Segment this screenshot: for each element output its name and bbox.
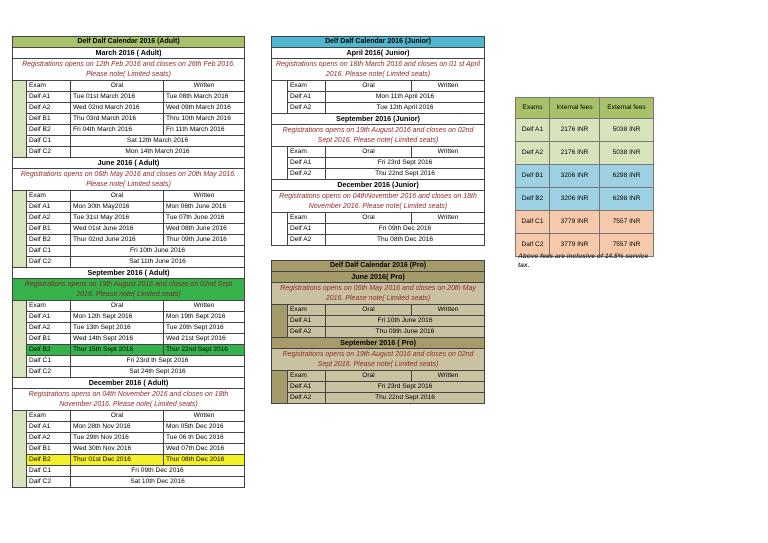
fees-table: [515, 97, 654, 257]
table-cell: Sat 12th March 2016: [71, 136, 245, 147]
table-cell: Written: [164, 81, 245, 92]
table-row: [272, 103, 485, 114]
row-gutter: [13, 81, 27, 158]
table-cell: Internal fees: [550, 98, 600, 119]
table-cell: 3206 INR: [550, 188, 600, 211]
junior-april-heading: April 2016( Junior): [272, 48, 485, 59]
table-row: [13, 312, 245, 323]
table-cell: Delf A2: [27, 213, 71, 224]
table-header-row: [13, 301, 245, 312]
table-row: [13, 477, 245, 488]
row-gutter: [272, 81, 288, 114]
table-cell: Delf A1: [288, 224, 326, 235]
table-cell: Written: [412, 213, 485, 224]
table-cell: 3779 INR: [550, 211, 600, 234]
table-cell: Fri 23rd th Sept 2016: [71, 356, 245, 367]
table-cell: Delf A2: [288, 327, 326, 338]
table-cell: Delf A2: [27, 433, 71, 444]
table-cell: Mon 05th Dec 2016: [164, 422, 245, 433]
table-cell: Exam: [288, 147, 326, 158]
junior-april-note: Registrations opens on 18th March 2016 and closes on 01 st April 2016. Please note( Limited seats): [272, 59, 485, 81]
table-row: [13, 114, 245, 125]
table-row: [272, 382, 485, 393]
junior-september-note: Registrations opens on 19th August 2016 and closes on 02nd Sept 2016. Please note( Limited seats): [272, 125, 485, 147]
table-row: [13, 235, 245, 246]
fees-header-row: [516, 98, 654, 119]
table-cell: Dalf C2: [516, 234, 550, 257]
table-header-row: [272, 213, 485, 224]
table-cell: 6298 INR: [600, 188, 654, 211]
table-cell: 7557 INR: [600, 234, 654, 257]
table-cell: 5038 INR: [600, 119, 654, 142]
pro-september-heading: September 2016 ( Pro): [272, 338, 485, 349]
table-cell: Written: [412, 371, 485, 382]
table-row: [13, 246, 245, 257]
table-row: [272, 235, 485, 246]
table-row: [13, 213, 245, 224]
table-cell: Delf B2: [27, 125, 71, 136]
table-cell: Tue 13th Sept 2016: [71, 323, 164, 334]
table-cell: Fri 04th March 2016: [71, 125, 164, 136]
adult-calendar-table: [12, 36, 245, 488]
table-cell: Mon 11th April 2016: [326, 92, 485, 103]
table-cell: Exam: [288, 371, 326, 382]
row-gutter: [272, 147, 288, 180]
table-cell: Thu 22nd Sept 2016: [326, 393, 485, 404]
table-cell: External fees: [600, 98, 654, 119]
table-cell: Exams: [516, 98, 550, 119]
table-cell: Delf B1: [27, 444, 71, 455]
table-row: [516, 188, 654, 211]
table-row: [13, 422, 245, 433]
table-row: [13, 367, 245, 378]
junior-december-note: Registrations opens on 04thNovember 2016 and closes on 18th November 2016. Please note( Limited seats): [272, 191, 485, 213]
table-cell: Mon 28th Nov 2016: [71, 422, 164, 433]
table-cell: Wed 21st Sept 2016: [164, 334, 245, 345]
table-cell: Delf B2: [516, 188, 550, 211]
adult-june-note: Registrations opens on 06th May 2016 and closes on 20th May 2016. Please note( Limited seats): [13, 169, 245, 191]
table-cell: Delf A1: [288, 92, 326, 103]
table-cell: Mon 12th Sept 2016: [71, 312, 164, 323]
table-cell: Thur 08th Dec 2016: [164, 455, 245, 466]
table-cell: Delf A1: [516, 119, 550, 142]
table-cell: Delf A1: [27, 202, 71, 213]
table-row: [13, 92, 245, 103]
table-cell: Mon 14th March 2016: [71, 147, 245, 158]
table-cell: Mon 06th June 2016: [164, 202, 245, 213]
table-cell: Exam: [288, 213, 326, 224]
table-cell: 3206 INR: [550, 165, 600, 188]
table-row: [272, 92, 485, 103]
table-cell: Thur 15th Sept 2016: [71, 345, 164, 356]
table-cell: Thu 08th Dec 2016: [326, 235, 485, 246]
table-cell: Dalf C2: [27, 367, 71, 378]
table-cell: Exam: [27, 81, 71, 92]
table-cell: Oral: [71, 301, 164, 312]
table-cell: Delf A2: [288, 393, 326, 404]
table-row: [13, 202, 245, 213]
row-gutter: [272, 371, 288, 404]
table-cell: Exam: [288, 305, 326, 316]
table-cell: Delf B1: [516, 165, 550, 188]
table-row-highlighted: [13, 455, 245, 466]
junior-calendar-table: [271, 36, 485, 246]
table-cell: 3779 INR: [550, 234, 600, 257]
table-header-row: [272, 81, 485, 92]
table-cell: Tue 20th Sept 2016: [164, 323, 245, 334]
table-cell: Wed 02nd March 2016: [71, 103, 164, 114]
table-cell: Oral: [326, 371, 412, 382]
table-row: [13, 466, 245, 477]
table-cell: 6298 INR: [600, 165, 654, 188]
table-cell: Written: [412, 147, 485, 158]
table-cell: 5038 INR: [600, 142, 654, 165]
table-cell: Delf A2: [27, 323, 71, 334]
table-cell: Written: [164, 191, 245, 202]
table-cell: Dalf C2: [27, 147, 71, 158]
table-cell: Oral: [326, 81, 412, 92]
table-cell: Wed 07th Dec 2016: [164, 444, 245, 455]
table-cell: Fri 10th June 2016: [71, 246, 245, 257]
table-cell: Sat 11th June 2016: [71, 257, 245, 268]
table-cell: Oral: [71, 81, 164, 92]
table-cell: Delf A2: [27, 103, 71, 114]
table-cell: Delf A1: [27, 312, 71, 323]
row-gutter: [272, 213, 288, 246]
table-cell: Fri 23rd Sept 2016: [326, 158, 485, 169]
adult-december-note: Registrations opens on 04th November 2016 and closes on 18th November 2016. Please note( Limited seats): [13, 389, 245, 411]
pro-june-note: Registrations opens on 06th May 2016 and closes on 20th May 2016. Please note( Limited seats): [272, 283, 485, 305]
table-cell: Thu 22nd Sept 2016: [326, 169, 485, 180]
table-row: [516, 119, 654, 142]
table-cell: Delf A1: [27, 92, 71, 103]
table-cell: Thru 10th March 2016: [164, 114, 245, 125]
table-cell: Fri 23rd Sept 2016: [326, 382, 485, 393]
table-cell: Fri 09th Dec 2016: [326, 224, 485, 235]
table-cell: Delf A1: [288, 158, 326, 169]
table-cell: Written: [164, 301, 245, 312]
table-row: [13, 444, 245, 455]
table-cell: Delf B2: [27, 345, 71, 356]
table-header-row: [13, 191, 245, 202]
row-gutter: [13, 411, 27, 488]
table-cell: Fri 11th March 2016: [164, 125, 245, 136]
table-cell: Delf A2: [288, 169, 326, 180]
table-header-row: [13, 81, 245, 92]
table-cell: Written: [412, 305, 485, 316]
table-cell: Delf A1: [288, 382, 326, 393]
table-cell: Oral: [71, 191, 164, 202]
table-row: [13, 136, 245, 147]
table-cell: Oral: [71, 411, 164, 422]
table-cell: Thur 02nd June 2016: [71, 235, 164, 246]
table-cell: Mon 19th Sept 2016: [164, 312, 245, 323]
pro-june-heading: June 2016( Pro): [272, 272, 485, 283]
table-cell: Delf B2: [27, 235, 71, 246]
table-cell: Delf B2: [27, 455, 71, 466]
row-gutter: [272, 305, 288, 338]
table-cell: Wed 14th Sept 2016: [71, 334, 164, 345]
table-cell: Dalf C2: [27, 257, 71, 268]
table-cell: Wed 01st June 2016: [71, 224, 164, 235]
adult-march-heading: March 2016 ( Adult): [13, 48, 245, 59]
table-cell: Written: [164, 411, 245, 422]
table-cell: Thur 22nd Sept 2016: [164, 345, 245, 356]
junior-september-heading: September 2016 (Junior): [272, 114, 485, 125]
table-cell: Tue 12th April 2016: [326, 103, 485, 114]
table-header-row: [272, 371, 485, 382]
table-row: [13, 356, 245, 367]
table-cell: Tue 29th Nov 2016: [71, 433, 164, 444]
table-cell: Tue 07th June 2016: [164, 213, 245, 224]
table-cell: Mon 30th May2016: [71, 202, 164, 213]
table-cell: Wed 08th June 2016: [164, 224, 245, 235]
table-row: [272, 224, 485, 235]
table-cell: Thu 03rd March 2016: [71, 114, 164, 125]
table-cell: Tue 31st May 2016: [71, 213, 164, 224]
table-row: [272, 169, 485, 180]
table-cell: Oral: [326, 305, 412, 316]
fees-tax-note: Above fees are inclusive of 14.5% service tax.: [518, 253, 649, 269]
table-header-row: [272, 305, 485, 316]
adult-september-note: Registrations opens on 19th August 2016 and closes on 02nd Sept 2016. Please note( Limited seats): [13, 279, 245, 301]
adult-march-note: Registrations opens on 12th Feb 2016 and closes on 26th Feb 2016. Please note( Limited seats): [13, 59, 245, 81]
table-cell: Dalf C1: [27, 136, 71, 147]
pro-calendar-title: Delf Dalf Calendar 2016 (Pro): [272, 261, 485, 272]
table-row: [516, 165, 654, 188]
adult-december-heading: December 2016 ( Adult): [13, 378, 245, 389]
table-row: [272, 393, 485, 404]
table-cell: Exam: [27, 301, 71, 312]
table-row: [13, 224, 245, 235]
table-row: [13, 257, 245, 268]
table-row: [272, 158, 485, 169]
table-row: [13, 147, 245, 158]
table-cell: 7557 INR: [600, 211, 654, 234]
table-cell: Fri 10th June 2016: [326, 316, 485, 327]
table-cell: Exam: [27, 411, 71, 422]
junior-december-heading: December 2016 (Junior): [272, 180, 485, 191]
table-header-row: [272, 147, 485, 158]
table-row: [516, 211, 654, 234]
table-cell: Delf A2: [288, 103, 326, 114]
table-row: [13, 323, 245, 334]
table-row: [272, 327, 485, 338]
table-cell: Sat 10th Dec 2016: [71, 477, 245, 488]
table-cell: Wed 30th Nov 2016: [71, 444, 164, 455]
table-cell: 2176 INR: [550, 119, 600, 142]
adult-june-heading: June 2016 ( Adult): [13, 158, 245, 169]
table-cell: Dalf C1: [516, 211, 550, 234]
junior-calendar-title: Delf Dalf Calendar 2016 (Junior): [272, 37, 485, 48]
table-cell: Oral: [326, 213, 412, 224]
table-row-highlighted: [13, 345, 245, 356]
table-cell: Tue 06 th Dec 2016: [164, 433, 245, 444]
table-cell: Exam: [288, 81, 326, 92]
table-cell: Delf B1: [27, 114, 71, 125]
adult-calendar-title: Delf Dalf Calendar 2016 (Adult): [13, 37, 245, 48]
table-cell: Thur 01st Dec 2016: [71, 455, 164, 466]
table-cell: Tue 01st March 2016: [71, 92, 164, 103]
table-cell: Thur 09th June 2016: [164, 235, 245, 246]
table-cell: Delf A1: [27, 422, 71, 433]
table-header-row: [13, 411, 245, 422]
table-cell: Sat 24th Sept 2016: [71, 367, 245, 378]
table-row: [516, 142, 654, 165]
table-cell: Written: [412, 81, 485, 92]
table-cell: Oral: [326, 147, 412, 158]
table-cell: Delf B1: [27, 224, 71, 235]
pro-calendar-table: [271, 260, 485, 404]
table-cell: Wed 09th March 2016: [164, 103, 245, 114]
table-row: [13, 334, 245, 345]
table-cell: Dalf C2: [27, 477, 71, 488]
table-cell: Dalf C1: [27, 356, 71, 367]
table-row: [13, 125, 245, 136]
table-cell: Dalf C1: [27, 466, 71, 477]
table-cell: Delf A1: [288, 316, 326, 327]
table-cell: Fri 09th Dec 2016: [71, 466, 245, 477]
adult-september-heading: September 2016 ( Adult): [13, 268, 245, 279]
table-cell: Tue 08th March 2016: [164, 92, 245, 103]
table-cell: Delf A2: [516, 142, 550, 165]
pro-september-note: Registrations opens on 19th August 2016 and closes on 02nd Sept 2016. Please note( Limited seats): [272, 349, 485, 371]
table-cell: 2176 INR: [550, 142, 600, 165]
table-row: [13, 103, 245, 114]
table-cell: Dalf C1: [27, 246, 71, 257]
table-cell: Exam: [27, 191, 71, 202]
table-row: [13, 433, 245, 444]
table-cell: Delf A2: [288, 235, 326, 246]
table-cell: Delf B1: [27, 334, 71, 345]
row-gutter: [13, 301, 27, 378]
table-cell: Thu 09th June 2016: [326, 327, 485, 338]
row-gutter: [13, 191, 27, 268]
table-row: [272, 316, 485, 327]
